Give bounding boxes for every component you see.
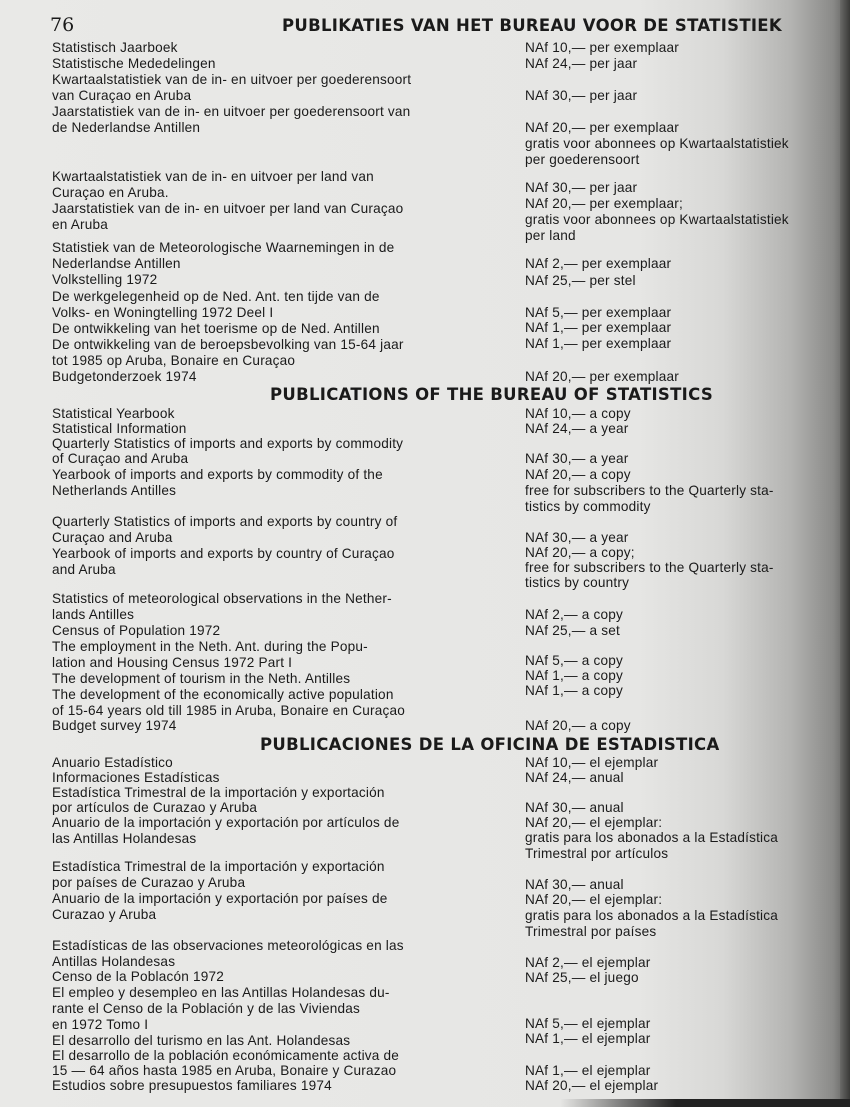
price-line: NAf 25,— a set — [525, 623, 620, 638]
publication-title-line: Statistics of meteorological observations in the Nether- — [52, 591, 392, 606]
publication-title-line: Yearbook of imports and exports by country of Curaçao — [52, 546, 395, 561]
price-line: NAf 20,— per exemplaar — [525, 369, 679, 384]
price-line: NAf 30,— anual — [525, 877, 624, 892]
publication-title-line: Quarterly Statistics of imports and exports by commodity — [52, 436, 404, 451]
publication-title-line: Statistisch Jaarboek — [52, 40, 178, 55]
price-line: NAf 2,— el ejemplar — [525, 955, 651, 970]
publication-title-line: Volks- en Woningtelling 1972 Deel I — [52, 305, 274, 320]
page-bottom-shadow — [560, 1099, 850, 1107]
publication-title-line: El empleo y desempleo en las Antillas Holandesas du- — [52, 985, 390, 1000]
price-line: gratis para los abonados a la Estadística — [525, 830, 779, 845]
page-number: 76 — [50, 14, 75, 36]
publication-title-line: Jaarstatistiek van de in- en uitvoer per goederensoort van — [52, 104, 411, 119]
price-line: NAf 30,— a year — [525, 530, 629, 545]
price-line: NAf 20,— a copy; — [525, 545, 635, 560]
publication-title-line: of 15-64 years old till 1985 in Aruba, Bonaire en Curaçao — [52, 703, 405, 718]
publication-title-line: en 1972 Tomo I — [52, 1017, 149, 1032]
price-line: NAf 24,— anual — [525, 770, 624, 785]
price-line: NAf 1,— el ejemplar — [525, 1063, 651, 1078]
publication-title-line: Antillas Holandesas — [52, 954, 176, 969]
price-line: NAf 5,— a copy — [525, 653, 623, 668]
section-heading: PUBLICATIONS OF THE BUREAU OF STATISTICS — [270, 385, 714, 404]
publication-title-line: of Curaçao and Aruba — [52, 451, 189, 466]
publication-title-line: Statistical Yearbook — [52, 406, 175, 421]
price-line: Trimestral por artículos — [525, 846, 669, 861]
publication-title-line: Curazao y Aruba — [52, 907, 157, 922]
publication-title-line: Anuario de la importación y exportación por artículos de — [52, 815, 400, 830]
price-line: NAf 5,— el ejemplar — [525, 1016, 651, 1031]
publication-title-line: Estudios sobre presupuestos familiares 1974 — [52, 1078, 332, 1093]
price-line: NAf 30,— per jaar — [525, 180, 638, 195]
price-line: NAf 24,— per jaar — [525, 56, 638, 71]
publication-title-line: lands Antilles — [52, 607, 135, 622]
price-line: NAf 20,— per exemplaar; — [525, 196, 683, 211]
price-line: NAf 1,— el ejemplar — [525, 1031, 651, 1046]
publication-title-line: por países de Curazao y Aruba — [52, 875, 246, 890]
publication-title-line: las Antillas Holandesas — [52, 831, 197, 846]
publication-title-line: Quarterly Statistics of imports and exports by country of — [52, 514, 398, 529]
publication-title-line: Statistische Mededelingen — [52, 56, 216, 71]
price-line: per goederensoort — [525, 152, 640, 167]
publication-title-line: The development of the economically active population — [52, 687, 394, 702]
publication-title-line: 15 — 64 años hasta 1985 en Aruba, Bonaire y Curazao — [52, 1063, 397, 1078]
publication-title-line: por artículos de Curazao y Aruba — [52, 800, 258, 815]
price-line: NAf 24,— a year — [525, 421, 629, 436]
price-line: NAf 20,— el ejemplar — [525, 1078, 659, 1093]
publication-title-line: Estadística Trimestral de la importación y exportación — [52, 785, 385, 800]
price-line: NAf 1,— a copy — [525, 668, 623, 683]
price-line: free for subscribers to the Quarterly sta- — [525, 560, 774, 575]
price-line: NAf 20,— a copy — [525, 467, 631, 482]
publication-title-line: Anuario Estadístico — [52, 755, 173, 770]
publication-title-line: Anuario de la importación y exportación por países de — [52, 891, 388, 906]
price-line: free for subscribers to the Quarterly sta- — [525, 483, 774, 498]
price-line: tistics by country — [525, 575, 630, 590]
price-line: per land — [525, 228, 576, 243]
publication-title-line: Volkstelling 1972 — [52, 272, 158, 287]
section-heading: PUBLIKATIES VAN HET BUREAU VOOR DE STATISTIEK — [282, 16, 782, 35]
publication-title-line: lation and Housing Census 1972 Part I — [52, 655, 293, 670]
publication-title-line: Netherlands Antilles — [52, 483, 177, 498]
price-line: NAf 30,— anual — [525, 800, 624, 815]
price-line: tistics by commodity — [525, 499, 651, 514]
price-line: gratis voor abonnees op Kwartaalstatistiek — [525, 212, 789, 227]
publication-title-line: Kwartaalstatistiek van de in- en uitvoer per land van — [52, 169, 374, 184]
publication-title-line: Nederlandse Antillen — [52, 256, 181, 271]
price-line: NAf 25,— per stel — [525, 273, 636, 288]
publication-title-line: De werkgelegenheid op de Ned. Ant. ten tijde van de — [52, 289, 380, 304]
publication-title-line: and Aruba — [52, 562, 116, 577]
publication-title-line: Jaarstatistiek van de in- en uitvoer per land van Curaçao — [52, 201, 404, 216]
price-line: gratis voor abonnees op Kwartaalstatistiek — [525, 136, 789, 151]
price-line: Trimestral por países — [525, 924, 657, 939]
publication-title-line: Informaciones Estadísticas — [52, 770, 220, 785]
publication-title-line: Censo de la Poblacón 1972 — [52, 969, 225, 984]
price-line: NAf 10,— per exemplaar — [525, 40, 679, 55]
publication-title-line: Yearbook of imports and exports by commodity of the — [52, 467, 383, 482]
publication-title-line: Statistical Information — [52, 421, 187, 436]
publication-title-line: van Curaçao en Aruba — [52, 88, 192, 103]
price-line: NAf 30,— per jaar — [525, 88, 638, 103]
price-line: NAf 2,— a copy — [525, 607, 623, 622]
price-line: NAf 1,— per exemplaar — [525, 336, 672, 351]
publication-title-line: The development of tourism in the Neth. Antilles — [52, 671, 351, 686]
publication-title-line: rante el Censo de la Población y de las Viviendas — [52, 1001, 361, 1016]
price-line: NAf 5,— per exemplaar — [525, 305, 672, 320]
price-line: NAf 20,— el ejemplar: — [525, 892, 663, 907]
price-line: NAf 10,— el ejemplar — [525, 755, 659, 770]
publication-title-line: Curaçao en Aruba. — [52, 185, 169, 200]
section-heading: PUBLICACIONES DE LA OFICINA DE ESTADISTICA — [260, 735, 720, 754]
price-line: NAf 30,— a year — [525, 451, 629, 466]
publication-title-line: tot 1985 op Aruba, Bonaire en Curaçao — [52, 353, 296, 368]
publication-title-line: Budgetonderzoek 1974 — [52, 369, 197, 384]
price-line: NAf 1,— per exemplaar — [525, 320, 672, 335]
publication-title-line: El desarrollo del turismo en las Ant. Holandesas — [52, 1033, 351, 1048]
publication-title-line: De ontwikkeling van de beroepsbevolking van 15-64 jaar — [52, 337, 404, 352]
publication-title-line: De ontwikkeling van het toerisme op de Ned. Antillen — [52, 321, 380, 336]
price-line: NAf 20,— a copy — [525, 718, 631, 733]
publication-title-line: Kwartaalstatistiek van de in- en uitvoer per goederensoort — [52, 72, 412, 87]
price-line: NAf 20,— el ejemplar: — [525, 815, 663, 830]
price-line: NAf 1,— a copy — [525, 683, 623, 698]
page-edge-shadow — [840, 0, 850, 1107]
publication-title-line: Census of Population 1972 — [52, 623, 221, 638]
price-line: NAf 20,— per exemplaar — [525, 120, 679, 135]
publication-title-line: The employment in the Neth. Ant. during the Popu- — [52, 639, 368, 654]
publication-title-line: Estadística Trimestral de la importación y exportación — [52, 859, 385, 874]
publication-title-line: Estadísticas de las observaciones meteorológicas en las — [52, 938, 404, 953]
publication-title-line: en Aruba — [52, 217, 109, 232]
publication-title-line: Budget survey 1974 — [52, 718, 177, 733]
publication-title-line: de Nederlandse Antillen — [52, 120, 201, 135]
price-line: NAf 2,— per exemplaar — [525, 256, 672, 271]
price-line: gratis para los abonados a la Estadística — [525, 908, 779, 923]
publication-title-line: Statistiek van de Meteorologische Waarnemingen in de — [52, 240, 395, 255]
publication-title-line: Curaçao and Aruba — [52, 530, 173, 545]
price-line: NAf 25,— el juego — [525, 970, 639, 985]
price-line: NAf 10,— a copy — [525, 406, 631, 421]
publication-title-line: El desarrollo de la población económicamente activa de — [52, 1048, 400, 1063]
